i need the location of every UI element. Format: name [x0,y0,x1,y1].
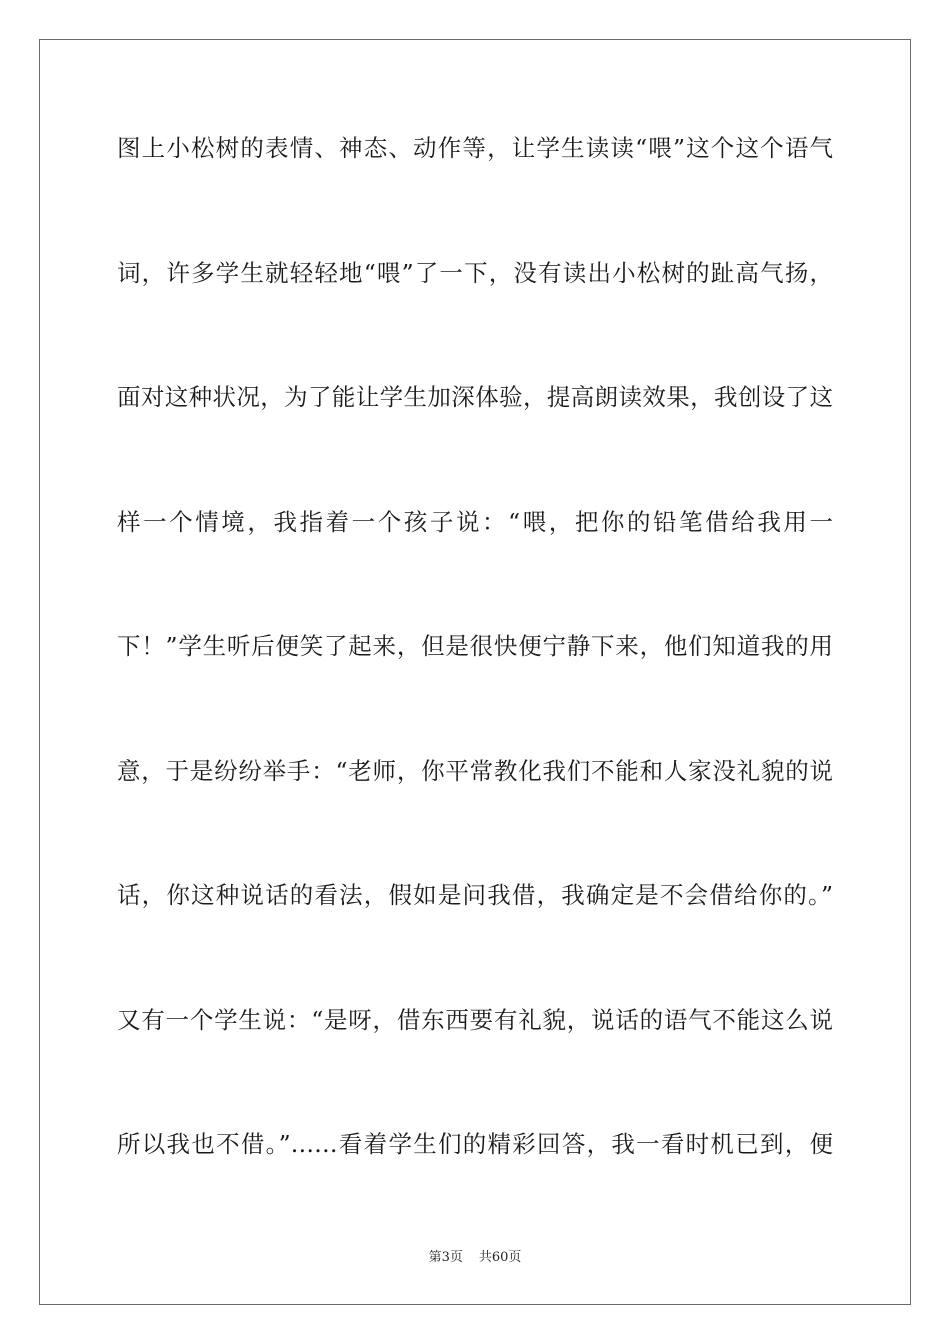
page-footer [0,1246,950,1265]
text-line: 话，你这种说话的看法，假如是问我借，我确定是不会借给你的。” [117,881,833,909]
text-line: 所以我也不借。”……看着学生们的精彩回答，我一看时机已到，便 [117,1130,833,1158]
text-line: 又有一个学生说：“是呀，借东西要有礼貌，说话的语气不能这么说 [117,1005,833,1034]
document-body [117,128,833,1249]
text-line: 词，许多学生就轻轻地“喂”了一下，没有读出小松树的趾高气扬， [117,258,833,287]
text-line: 意，于是纷纷举手：“老师，你平常教化我们不能和人家没礼貌的说 [117,756,833,785]
total-pages: 共60页 [478,1250,522,1265]
text-line: 样一个情境，我指着一个孩子说：“喂，把你的铅笔借给我用一 [117,507,833,536]
text-line: 面对这种状况，为了能让学生加深体验，提高朗读效果，我创设了这 [117,383,833,411]
page-number: 第3页 [428,1250,463,1265]
text-line: 下！”学生听后便笑了起来，但是很快便宁静下来，他们知道我的用 [117,632,833,660]
text-line: 图上小松树的表情、神态、动作等，让学生读读“喂”这个这个语气 [117,134,833,162]
